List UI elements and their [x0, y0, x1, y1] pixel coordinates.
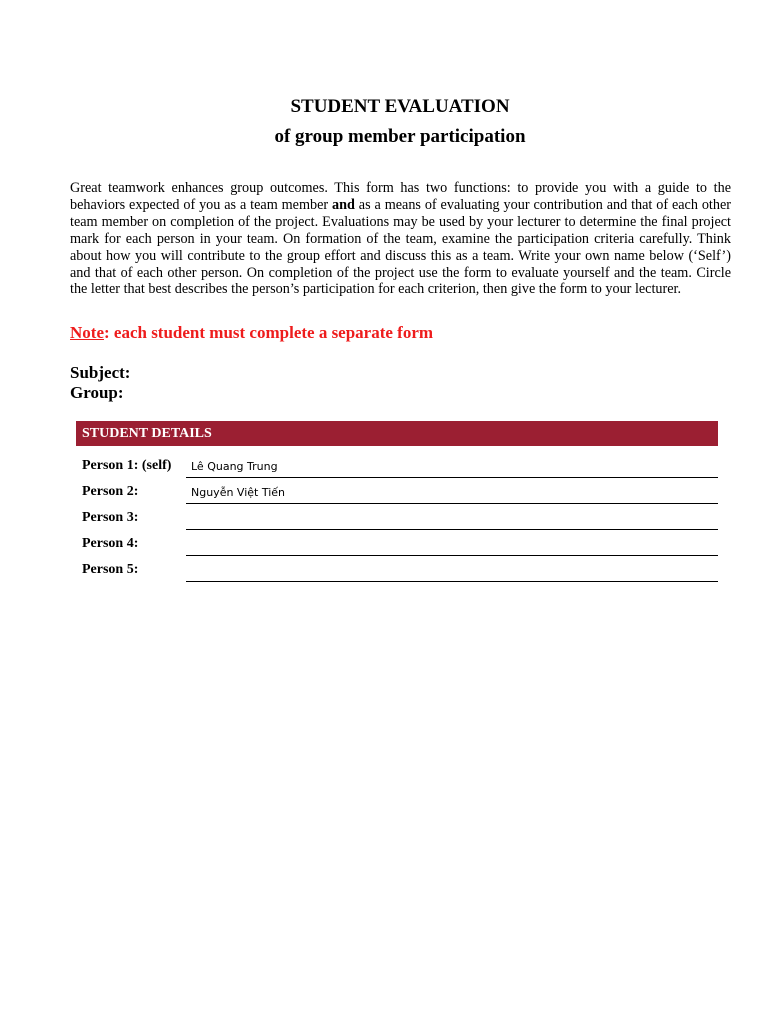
page-subtitle: of group member participation — [274, 126, 526, 147]
person-row-4 — [82, 533, 718, 555]
person-row-1 — [82, 455, 718, 477]
note-line — [70, 323, 433, 343]
intro-text-part1: Great teamwork enhances group outcomes. This form has two functions: to provide you with a guide to the behaviors expected of you as a team member — [70, 180, 731, 213]
person-label: Person 5: — [82, 562, 139, 577]
note-label: Note — [70, 323, 104, 342]
page-title: STUDENT EVALUATION — [290, 96, 510, 117]
person-row-2 — [82, 481, 718, 503]
person-name-field[interactable] — [186, 559, 718, 582]
student-details-header: STUDENT DETAILS — [76, 421, 718, 446]
person-row-3 — [82, 507, 718, 529]
intro-text-part2: as a means of evaluating your contribution and that of each other team member on completion of the project. Evaluations may be used by your lecturer to determine the final project mark for each person in your team. On formation of the team, examine the participation criteria carefully. Think about how you will contribute to the group effort and discuss this as a team. Write your own name below (‘Self’) and that of each other person. On completion of the project use the form to evaluate yourself and the team. Circle the letter that best describes the person’s participation for each criterion, then give the form to your lecturer. — [70, 196, 731, 298]
person-name-field[interactable] — [186, 481, 718, 504]
person-label: Person 4: — [82, 536, 139, 551]
person-label: Person 1: (self) — [82, 458, 172, 473]
person-name-value: Nguyễn Việt Tiến — [191, 486, 286, 499]
subject-label: Subject: — [70, 363, 131, 382]
person-label: Person 2: — [82, 484, 139, 499]
group-label: Group: — [70, 383, 124, 402]
person-label: Person 3: — [82, 510, 139, 525]
intro-bold-word: and — [332, 196, 355, 213]
person-row-5 — [82, 559, 718, 581]
person-name-field[interactable] — [186, 455, 718, 478]
note-text: : each student must complete a separate form — [103, 323, 434, 342]
intro-paragraph — [70, 180, 731, 298]
person-name-field[interactable] — [186, 533, 718, 556]
person-name-value: Lê Quang Trung — [191, 460, 278, 473]
person-name-field[interactable] — [186, 507, 718, 530]
